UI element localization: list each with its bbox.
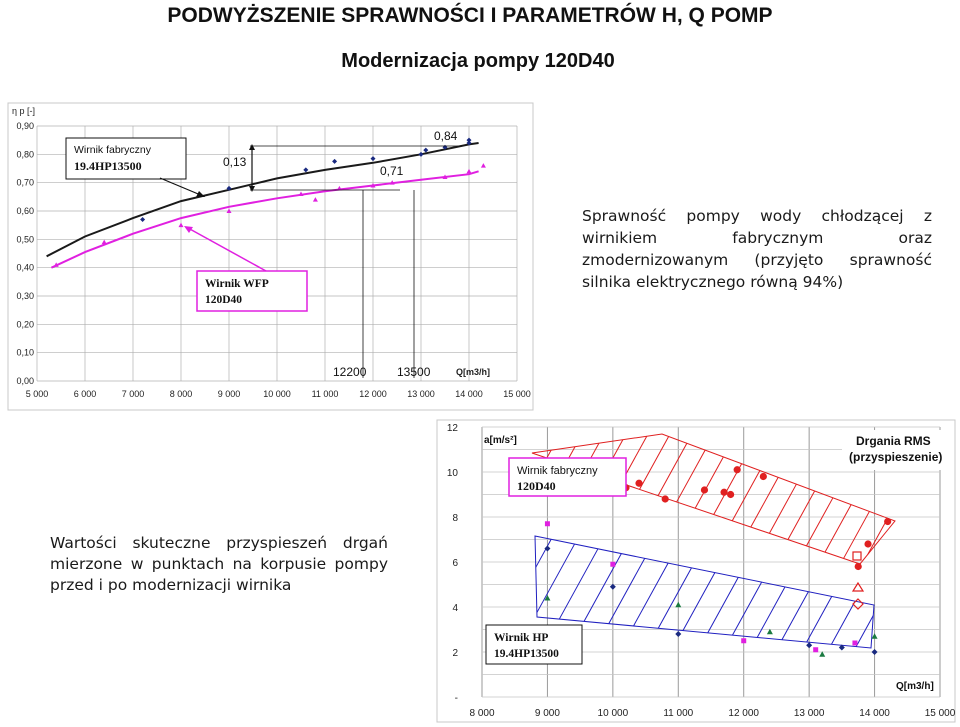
x-tick-label: 11 000 (311, 389, 339, 399)
vibration-factory-line1: Wirnik fabryczny (517, 465, 598, 477)
factory-vibration-point (727, 491, 734, 498)
annotation-084: 0,84 (434, 129, 458, 143)
hatch-line (695, 457, 723, 508)
open-square-marker (853, 552, 861, 560)
annotation-013: 0,13 (223, 155, 247, 169)
red-band-outline (532, 434, 895, 564)
page-subtitle: Modernizacja pompy 120D40 (341, 50, 615, 72)
y-tick-label: 0,30 (16, 291, 34, 301)
factory-vibration-point (760, 473, 767, 480)
x-tick-label: 10 000 (597, 708, 629, 719)
hp-vibration-point (675, 631, 681, 637)
y-tick-label: 0,20 (16, 319, 34, 330)
x-tick-label: 9 000 (534, 708, 560, 719)
y-tick-label: 0,70 (16, 177, 34, 188)
x-tick-label: 14 000 (859, 708, 890, 719)
blue-band (535, 536, 874, 648)
vibration-chart-y-ticks (447, 423, 459, 704)
hp-vibration-point (806, 642, 812, 648)
vibration-y-axis-label: a[m/s²] (484, 435, 517, 446)
annotation-071: 0,71 (380, 164, 404, 178)
hatch-line (868, 518, 888, 554)
factory-vibration-point (635, 480, 642, 487)
hatch-line (732, 582, 761, 635)
vibration-chart-x-ticks (469, 708, 955, 719)
factory-vibration-point (734, 466, 741, 473)
hatch-line (825, 505, 851, 553)
x-tick-label: 7 000 (121, 389, 145, 399)
hatch-line (634, 563, 669, 626)
y-tick-label: 0,80 (16, 149, 34, 160)
y-tick-label: 8 (452, 513, 458, 524)
blue-band-hatch (536, 539, 873, 646)
y-tick-label: 0,50 (16, 234, 34, 245)
x-tick-label: 15 000 (503, 389, 531, 399)
x-tick-label: 14 000 (455, 389, 483, 399)
factory-vibration-point (662, 495, 669, 502)
hp-vibration-point (813, 647, 818, 652)
factory-label-line2: 19.4HP13500 (74, 159, 142, 173)
y-tick-label: 2 (452, 648, 458, 659)
wfp-label-line2: 120D40 (205, 294, 243, 306)
vibration-hp-line1: Wirnik HP (494, 632, 549, 644)
factory-vibration-point (855, 563, 862, 570)
x-tick-label: 10 000 (263, 389, 291, 399)
vibration-hp-line2: 19.4HP13500 (494, 648, 559, 660)
annotation-12200: 12200 (333, 365, 367, 379)
hp-vibration-point (852, 641, 857, 646)
hatch-line (751, 477, 778, 527)
legend-line2: (przyspieszenie) (849, 450, 943, 464)
y-tick-label: 4 (452, 603, 458, 614)
hatch-line (806, 498, 832, 546)
x-tick-label: 12 000 (359, 389, 387, 399)
vibration-factory-label (509, 458, 626, 496)
x-tick-label: 15 000 (924, 708, 956, 719)
factory-vibration-point (720, 489, 727, 496)
y-tick-label: - (454, 693, 458, 704)
y-tick-label: 0,40 (16, 262, 34, 273)
hatch-line (559, 549, 598, 619)
hatch-line (844, 511, 870, 558)
x-tick-label: 8 000 (469, 708, 495, 719)
hp-vibration-point (872, 649, 878, 655)
hatch-line (609, 558, 645, 623)
x-tick-label: 8 000 (169, 389, 193, 399)
vibration-hp-label (486, 625, 582, 664)
red-band (532, 434, 895, 564)
efficiency-y-axis-label: η p [-] (12, 106, 36, 116)
factory-vibration-point (864, 540, 871, 547)
hatch-line (782, 592, 808, 640)
hatch-line (708, 577, 739, 632)
x-tick-label: 13 000 (793, 708, 825, 719)
annotation-13500: 13500 (397, 365, 431, 379)
hp-vibration-point (610, 562, 615, 567)
efficiency-description: Sprawność pompy wody chłodzącej z wirnikiem fabrycznym oraz zmodernizowanym (przyjęto sprawność silnika elektrycznego równą 94%) (582, 207, 932, 291)
y-tick-label: 12 (446, 423, 458, 434)
factory-label-line1: Wirnik fabryczny (74, 144, 152, 156)
x-tick-label: 13 000 (407, 389, 435, 399)
y-tick-label: 0,10 (16, 347, 34, 358)
hatch-line (831, 601, 855, 644)
y-tick-label: 0,60 (16, 206, 34, 216)
open-diamond-marker (853, 599, 863, 609)
hatch-line (658, 568, 691, 628)
y-tick-label: 0,90 (16, 121, 34, 131)
x-tick-label: 6 000 (73, 389, 97, 399)
vibration-factory-line2: 120D40 (517, 479, 556, 493)
vibration-description: Wartości skuteczne przyspieszeń drgań mierzone w punktach na korpusie pompy przed i po modernizacji wirnika (50, 534, 388, 595)
y-tick-label: 0,00 (16, 376, 34, 386)
hatch-line (732, 471, 760, 521)
hatch-line (658, 443, 687, 495)
factory-vibration-point (701, 486, 708, 493)
hatch-line (769, 484, 796, 533)
page-title: PODWYŻSZENIE SPRAWNOŚCI I PARAMETRÓW H, Q POMP (167, 4, 773, 27)
hatch-line (640, 436, 669, 489)
hatch-line (536, 539, 551, 567)
factory-vibration-point (884, 518, 891, 525)
hatch-line (807, 596, 832, 642)
y-tick-label: 6 (452, 558, 458, 569)
hp-vibration-point (741, 638, 746, 643)
x-tick-label: 11 000 (663, 708, 694, 719)
efficiency-x-axis-label: Q[m3/h] (456, 367, 491, 377)
x-tick-label: 9 000 (217, 389, 241, 399)
hp-vibration-point (545, 521, 550, 526)
legend-line1: Drgania RMS (856, 434, 931, 448)
y-tick-label: 10 (446, 468, 458, 479)
hatch-line (683, 573, 715, 631)
x-tick-label: 5 000 (25, 389, 49, 399)
x-tick-label: 12 000 (728, 708, 760, 719)
vibration-x-axis-label: Q[m3/h] (896, 681, 934, 692)
hatch-line (757, 587, 785, 638)
wfp-label-line1: Wirnik WFP (205, 278, 269, 290)
vibration-legend-title (842, 430, 944, 470)
hatch-line (788, 491, 815, 540)
hatch-line (856, 616, 873, 647)
hp-vibration-point (675, 602, 681, 608)
